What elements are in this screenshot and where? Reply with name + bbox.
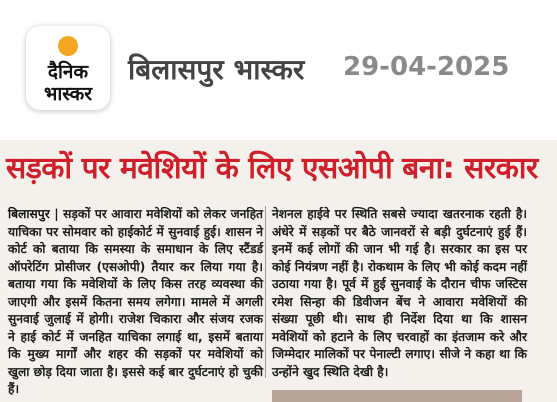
photo-edge xyxy=(272,390,522,402)
sun-icon xyxy=(58,36,78,56)
column-divider xyxy=(265,206,266,378)
logo-text-line2: भास्कर xyxy=(43,83,93,105)
article-right-text: नेशनल हाईवे पर स्थिति सबसे ज्यादा खतरनाक रहती है। अंधेरे में सड़कों पर बैठे जानवरों से बड़ी दुर्घटनाएं हुई हैं। इनमें कई लोगों की जान भी गई है। सरकार का इस पर कोई नियंत्रण नहीं है। रोकथाम के लिए भी कोई कदम नहीं उठाया गया है। पूर्व में हुई सुनवाई के दौरान चीफ जस्टिस रमेश सिन्हा की डिवीजन बेंच ने आवारा मवेशियों की संख्या पूछी थी। साथ ही निर्देश दिया था कि शासन मवेशियों को हटाने के लिए चरवाहों का इंतजाम करे और जिम्मेदार मालिकों पर पेनाल्टी लगाए। सीजे ने कहा था कि उन्होंने खुद स्थिति देखी है। xyxy=(272,207,527,379)
article-column-right xyxy=(272,206,527,382)
publication-date: 29-04-2025 xyxy=(343,52,510,82)
article-column-left xyxy=(8,206,264,396)
page-header xyxy=(0,0,557,140)
article-dateline: बिलासपुर xyxy=(8,207,50,221)
article-headline: सड़कों पर मवेशियों के लिए एसओपी बना: सरकार xyxy=(6,151,538,186)
dainik-bhaskar-logo xyxy=(26,26,110,110)
article-left-text: | सड़कों पर आवारा मवेशियों को लेकर जनहित याचिका पर सोमवार को हाईकोर्ट में सुनवाई हुई। शासन ने कोर्ट को बताया कि समस्या के समाधान के लिए स्टैंडर्ड ऑपरेटिंग प्रोसीजर (एसओपी) तैयार कर लिया गया है। बताया गया कि मवेशियों के लिए किस तरह व्यवस्था की जाएगी और इसमें कितना समय लगेगा। मामले में अगली सुनवाई जुलाई में होगी। राजेश चिकारा और संजय रजक ने हाई कोर्ट में जनहित याचिका लगाई था, इसमें बताया कि मुख्य मार्गों और शहर की सड़कों पर मवेशियों को खुला छोड़ दिया जाता है। इससे कई बार दुर्घटनाएं हो चुकी हैं। xyxy=(8,207,264,396)
logo-text-line1: दैनिक xyxy=(47,61,89,83)
edition-name: बिलासपुर भास्कर xyxy=(128,53,305,86)
